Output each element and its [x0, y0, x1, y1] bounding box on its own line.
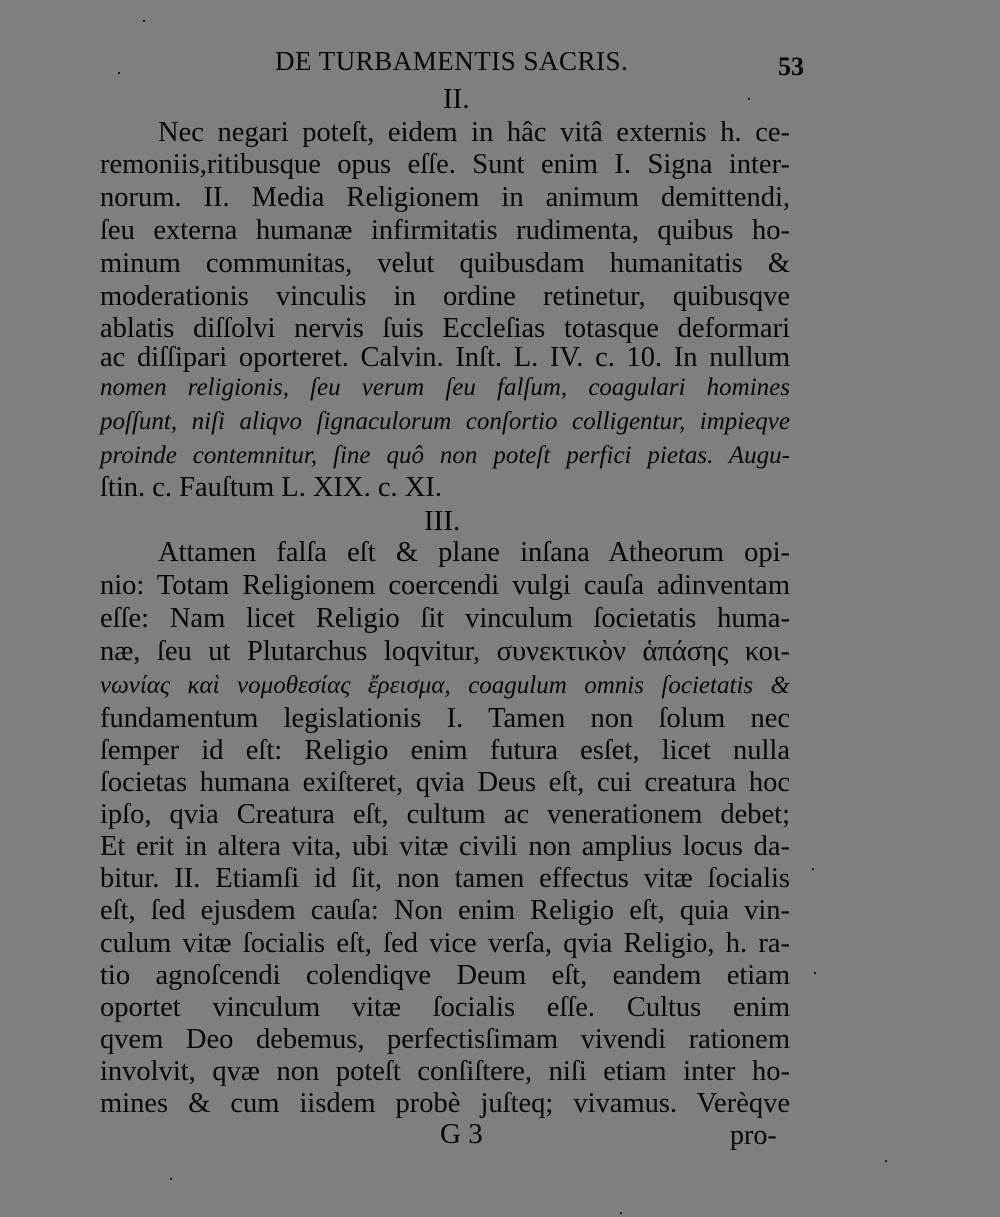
text-line: qvem Deo debemus, perfectisſimam vivendi rationem — [100, 1024, 790, 1055]
text-line: ipſo, qvia Creatura eſt, cultum ac venerationem debet; — [100, 799, 790, 830]
section-number-three: III. — [424, 505, 461, 537]
scan-speck — [814, 972, 816, 974]
text-line: mines & cum iisdem probè juſteq; vivamus. Verèqve — [100, 1088, 790, 1119]
text-line: nio: Totam Religionem coercendi vulgi cauſa adinventam — [100, 570, 790, 601]
text-line: ſeu externa humanæ infirmitatis rudimenta, quibus ho- — [100, 215, 790, 246]
scan-speck — [620, 1212, 622, 1214]
text-line: næ, ſeu ut Plutarchus loqvitur, συνεκτικὸν ἁπάσης κοι- — [100, 636, 790, 667]
text-line: oportet vinculum vitæ ſocialis eſſe. Cultus enim — [100, 992, 790, 1023]
text-line: poſſunt, niſi aliqvo ſignaculorum conſortio colligentur, impieqve — [100, 408, 790, 435]
text-line: nomen religionis, ſeu verum ſeu falſum, coagulari homines — [100, 374, 790, 401]
scan-speck — [885, 1160, 887, 1162]
signature-mark: G 3 — [440, 1118, 483, 1150]
text-line: tio agnoſcendi colendiqve Deum eſt, eandem etiam — [100, 960, 790, 991]
text-line: culum vitæ ſocialis eſt, ſed vice verſa, qvia Religio, h. ra- — [100, 928, 790, 959]
text-line: bitur. II. Etiamſi id ſit, non tamen effectus vitæ ſocialis — [100, 863, 790, 894]
text-line: minum communitas, velut quibusdam humanitatis & — [100, 248, 790, 279]
section-number-two: II. — [443, 83, 470, 115]
text-line: eſt, ſed ejusdem cauſa: Non enim Religio eſt, quia vin- — [100, 895, 790, 926]
page-number: 53 — [778, 52, 804, 81]
scan-speck — [812, 868, 814, 870]
text-line: ablatis diſſolvi nervis ſuis Eccleſias totasque deformari — [100, 313, 790, 344]
text-line: Nec negari poteſt, eidem in hâc vitâ externis h. ce- — [158, 117, 790, 148]
text-line: ſemper id eſt: Religio enim futura esſet, licet nulla — [100, 735, 790, 766]
text-line: fundamentum legislationis I. Tamen non ſolum nec — [100, 703, 790, 734]
catchword: pro- — [730, 1120, 777, 1151]
text-line: norum. II. Media Religionem in animum demittendi, — [100, 182, 790, 213]
text-line: νωνίας καὶ νομοθεσίας ἔρεισμα, coagulum omnis ſocietatis & — [100, 672, 790, 699]
text-line: eſſe: Nam licet Religio ſit vinculum ſocietatis huma- — [100, 603, 790, 634]
text-line: ſtin. c. Fauſtum L. XIX. c. XI. — [100, 472, 442, 503]
text-line: ſocietas humana exiſteret, qvia Deus eſt, cui creatura hoc — [100, 767, 790, 798]
running-title: DE TURBAMENTIS SACRIS. — [275, 46, 629, 76]
text-line: Et erit in altera vita, ubi vitæ civili non amplius locus da- — [100, 831, 790, 862]
scan-speck — [143, 20, 145, 22]
text-line: proinde contemnitur, ſine quô non poteſt perfici pietas. Augu- — [100, 442, 790, 469]
scan-speck — [748, 98, 750, 100]
scan-speck — [118, 72, 120, 74]
text-line: remoniis,ritibusque opus eſſe. Sunt enim I. Signa inter- — [100, 149, 790, 180]
scan-speck — [170, 1178, 172, 1180]
text-line: Attamen falſa eſt & plane inſana Atheorum opi- — [158, 537, 790, 568]
text-line: involvit, qvæ non poteſt conſiſtere, niſi etiam inter ho- — [100, 1056, 790, 1087]
text-line: ac diſſipari oporteret. Calvin. Inſt. L. IV. c. 10. In nullum — [100, 342, 790, 373]
text-line: moderationis vinculis in ordine retinetur, quibusqve — [100, 281, 790, 312]
